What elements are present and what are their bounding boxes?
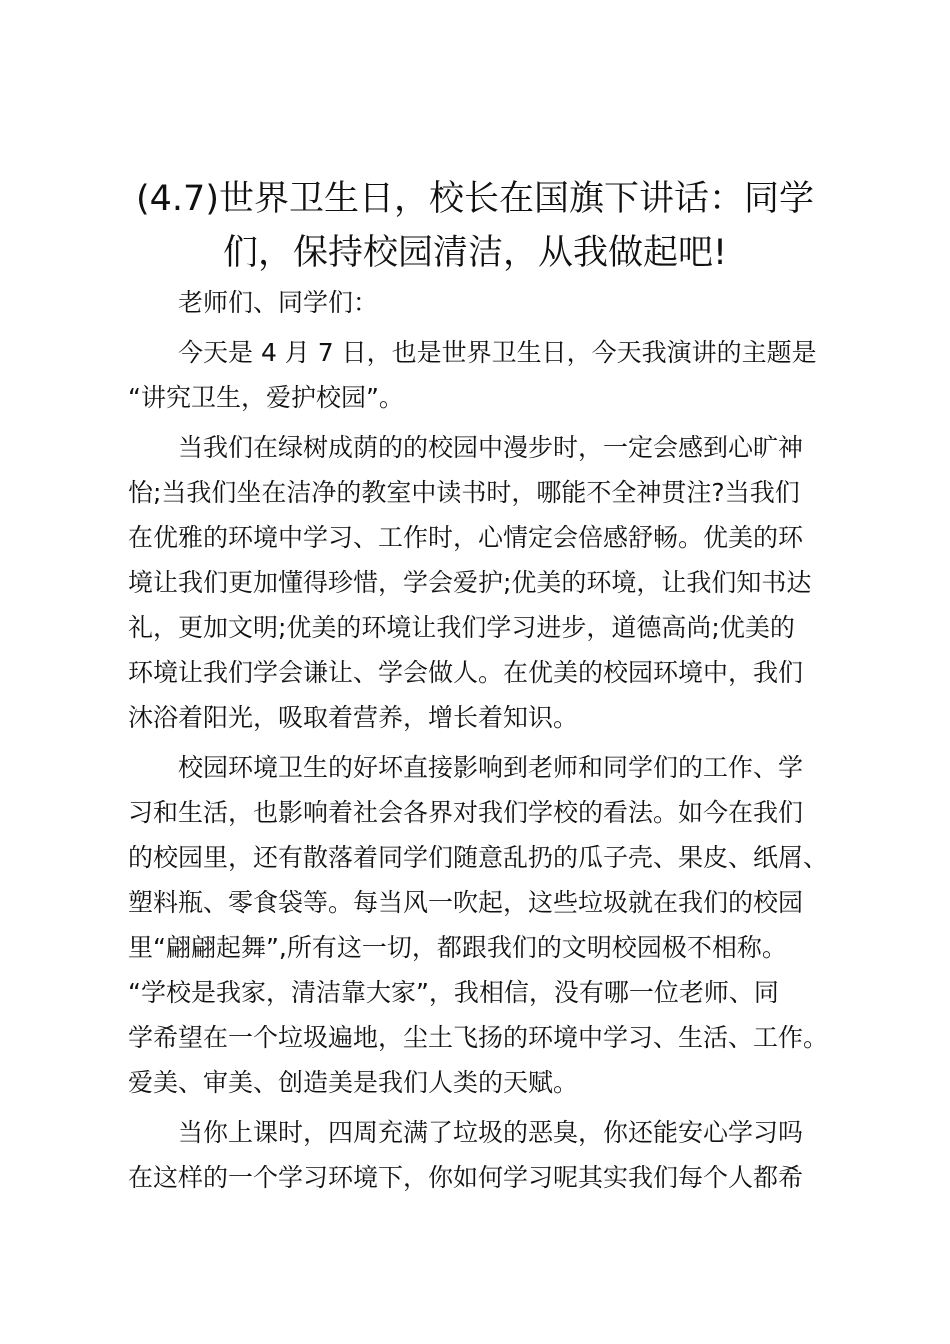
text-line: 爱美、审美、创造美是我们人类的天赋。 bbox=[128, 1068, 579, 1097]
text-line: 的校园里，还有散落着同学们随意乱扔的瓜子壳、果皮、纸屑、 bbox=[128, 843, 829, 872]
text-line: 在优雅的环境中学习、工作时，心情定会倍感舒畅。优美的环 bbox=[128, 523, 804, 552]
text-line: 怡;当我们坐在洁净的教室中读书时，哪能不全神贯注?当我们 bbox=[128, 478, 800, 507]
document-title bbox=[120, 172, 830, 280]
text-line: 礼，更加文明;优美的环境让我们学习进步，道德高尚;优美的 bbox=[128, 613, 795, 642]
text-line: 老师们、同学们： bbox=[178, 288, 379, 317]
text-line: 塑料瓶、零食袋等。每当风一吹起，这些垃圾就在我们的校园 bbox=[128, 888, 804, 917]
title-line: (4.7)世界卫生日，校长在国旗下讲话：同学 bbox=[136, 179, 814, 219]
text-line: 学希望在一个垃圾遍地，尘土飞扬的环境中学习、生活、工作。 bbox=[128, 1023, 829, 1052]
text-line: 今天是 4 月 7 日，也是世界卫生日，今天我演讲的主题是 bbox=[178, 338, 817, 367]
paragraph bbox=[128, 745, 834, 1105]
text-line: 在这样的一个学习环境下，你如何学习呢其实我们每个人都希 bbox=[128, 1163, 804, 1192]
text-line: 沐浴着阳光，吸取着营养，增长着知识。 bbox=[128, 703, 579, 732]
text-line: 境让我们更加懂得珍惜，学会爱护;优美的环境，让我们知书达 bbox=[128, 568, 812, 597]
document-body bbox=[128, 280, 834, 1205]
text-line: 里“翩翩起舞”,所有这一切，都跟我们的文明校园极不相称。 bbox=[128, 933, 787, 962]
text-line: 当我们在绿树成荫的的校园中漫步时，一定会感到心旷神 bbox=[178, 433, 804, 462]
text-line: 环境让我们学会谦让、学会做人。在优美的校园环境中，我们 bbox=[128, 658, 804, 687]
paragraph bbox=[128, 425, 834, 740]
text-line: “学校是我家，清洁靠大家”，我相信，没有哪一位老师、同 bbox=[128, 978, 779, 1007]
text-line: 校园环境卫生的好坏直接影响到老师和同学们的工作、学 bbox=[178, 753, 804, 782]
title-line: 们，保持校园清洁，从我做起吧! bbox=[222, 233, 728, 273]
paragraph bbox=[128, 1110, 834, 1200]
text-line: 当你上课时，四周充满了垃圾的恶臭，你还能安心学习吗 bbox=[178, 1118, 804, 1147]
text-line: “讲究卫生，爱护校园”。 bbox=[128, 383, 404, 412]
paragraph bbox=[128, 330, 834, 420]
text-line: 习和生活，也影响着社会各界对我们学校的看法。如今在我们 bbox=[128, 798, 804, 827]
paragraph-salutation bbox=[128, 280, 834, 325]
